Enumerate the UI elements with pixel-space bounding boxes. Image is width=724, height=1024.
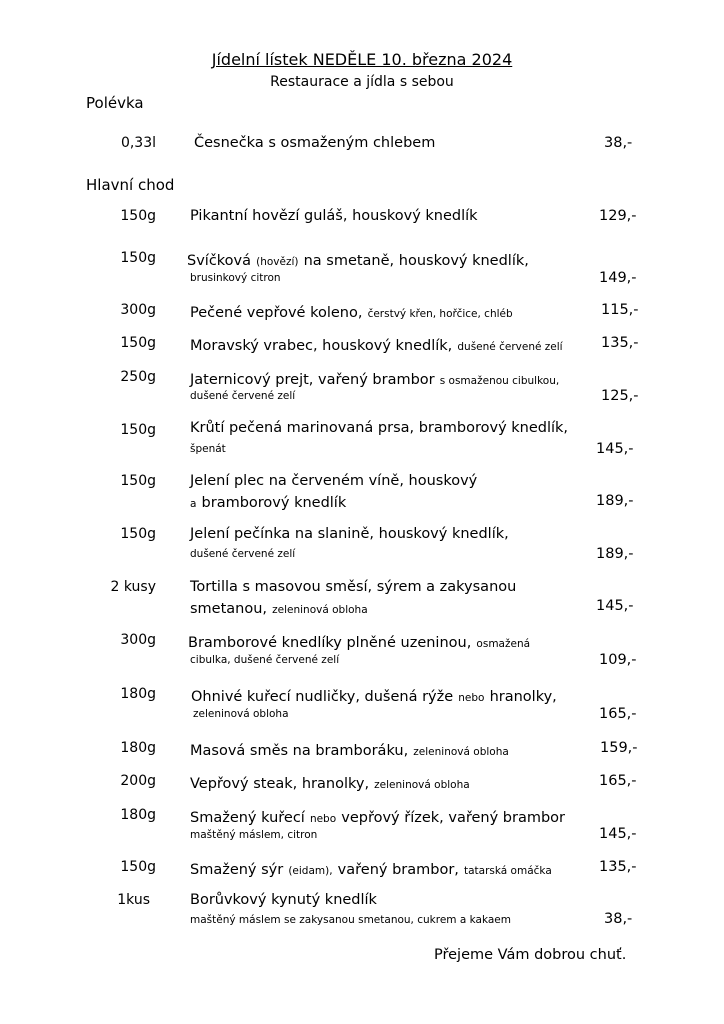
item-name bbox=[190, 740, 509, 759]
item-price: 145,- bbox=[599, 826, 637, 842]
item-name: Pikantní hovězí guláš, houskový knedlík bbox=[190, 208, 478, 224]
soup-section-heading: Polévka bbox=[86, 94, 144, 112]
item-qty: 150g bbox=[120, 335, 156, 351]
item-name bbox=[190, 302, 513, 321]
item-qty: 150g bbox=[120, 859, 156, 875]
item-small-note: nebo bbox=[309, 813, 337, 825]
item-name-part: Ohnivé kuřecí nudličky, dušená rýže bbox=[191, 689, 454, 705]
item-qty: 150g bbox=[120, 208, 156, 224]
item-qty: 150g bbox=[120, 473, 156, 489]
item-name: Jelení plec na červeném víně, houskový bbox=[190, 473, 478, 489]
item-name-part: bramborový knedlík bbox=[201, 495, 347, 511]
item-name bbox=[190, 859, 552, 878]
item-name-line2 bbox=[190, 492, 346, 511]
item-price: 159,- bbox=[600, 740, 638, 756]
item-detail: maštěný máslem se zakysanou smetanou, cukrem a kakaem bbox=[190, 914, 511, 926]
item-detail: zeleninová obloha bbox=[374, 779, 470, 791]
item-qty: 150g bbox=[120, 422, 156, 438]
item-qty: 150g bbox=[120, 250, 156, 266]
item-detail: osmažená bbox=[476, 638, 531, 650]
item-price: 38,- bbox=[604, 911, 633, 927]
item-name bbox=[191, 686, 557, 705]
item-price: 165,- bbox=[599, 706, 637, 722]
item-qty: 180g bbox=[120, 740, 156, 756]
item-price: 38,- bbox=[604, 135, 633, 151]
item-name bbox=[188, 632, 530, 651]
item-name-part: Bramborové knedlíky plněné uzeninou, bbox=[188, 635, 472, 651]
item-price: 135,- bbox=[601, 335, 639, 351]
item-price: 145,- bbox=[596, 598, 634, 614]
item-name: Borůvkový kynutý knedlík bbox=[190, 892, 377, 908]
item-name-part: Smažený sýr bbox=[190, 862, 284, 878]
main-section-heading: Hlavní chod bbox=[86, 176, 175, 194]
item-detail: cibulka, dušené červené zelí bbox=[190, 654, 340, 666]
item-price: 145,- bbox=[596, 441, 634, 457]
item-qty: 300g bbox=[120, 632, 156, 648]
item-qty: 300g bbox=[120, 302, 156, 318]
item-name-part: hranolky, bbox=[489, 689, 557, 705]
item-detail: s osmaženou cibulkou, bbox=[439, 375, 560, 387]
item-name-part: vepřový řízek, vařený brambor bbox=[341, 810, 566, 826]
item-name-part: Moravský vrabec, houskový knedlík, bbox=[190, 338, 453, 354]
menu-subtitle: Restaurace a jídla s sebou bbox=[270, 74, 454, 90]
item-price: 135,- bbox=[599, 859, 637, 875]
item-name-part: Masová směs na bramboráku, bbox=[190, 743, 409, 759]
item-name bbox=[187, 250, 529, 269]
item-detail: dušené červené zelí bbox=[190, 548, 296, 560]
item-price: 125,- bbox=[601, 388, 639, 404]
item-detail: zeleninová obloha bbox=[413, 746, 509, 758]
item-name: Česnečka s osmaženým chlebem bbox=[194, 135, 436, 151]
item-name-part: smetanou, bbox=[190, 601, 268, 617]
item-name-part: Smažený kuřecí bbox=[190, 810, 305, 826]
item-small-note: (eidam), bbox=[288, 865, 333, 877]
item-detail: tatarská omáčka bbox=[464, 865, 552, 877]
item-name-part: Jaternicový prejt, vařený brambor bbox=[190, 372, 435, 388]
item-name-line2 bbox=[190, 598, 368, 617]
item-name bbox=[190, 773, 470, 792]
item-name-part: Svíčková bbox=[187, 253, 252, 269]
item-qty: 1kus bbox=[117, 892, 150, 908]
item-price: 149,- bbox=[599, 270, 637, 286]
item-name bbox=[190, 807, 565, 826]
item-price: 189,- bbox=[596, 493, 634, 509]
item-qty: 150g bbox=[120, 526, 156, 542]
item-name-part: na smetaně, houskový knedlík, bbox=[303, 253, 529, 269]
item-name: Jelení pečínka na slanině, houskový knedlík, bbox=[190, 526, 509, 542]
footer-greeting: Přejeme Vám dobrou chuť. bbox=[434, 947, 627, 963]
item-detail: zeleninová obloha bbox=[193, 708, 289, 720]
item-name: Tortilla s masovou směsí, sýrem a zakysanou bbox=[190, 579, 517, 595]
item-qty: 180g bbox=[120, 686, 156, 702]
item-small-note: nebo bbox=[458, 692, 485, 704]
item-detail: špenát bbox=[190, 443, 226, 455]
item-detail: brusinkový citron bbox=[190, 272, 281, 284]
item-qty: 180g bbox=[120, 807, 156, 823]
item-detail: maštěný máslem, citron bbox=[190, 829, 318, 841]
item-qty: 2 kusy bbox=[110, 579, 156, 595]
item-qty: 0,33l bbox=[120, 135, 156, 151]
item-small-note: a bbox=[190, 498, 197, 510]
item-detail: čerstvý křen, hořčice, chléb bbox=[367, 308, 513, 320]
item-price: 109,- bbox=[599, 652, 637, 668]
item-price: 165,- bbox=[599, 773, 637, 789]
item-price: 189,- bbox=[596, 546, 634, 562]
item-qty: 250g bbox=[120, 369, 156, 385]
item-name-part: Pečené vepřové koleno, bbox=[190, 305, 363, 321]
item-name bbox=[190, 369, 559, 388]
item-name-part: Vepřový steak, hranolky, bbox=[190, 776, 370, 792]
item-price: 115,- bbox=[601, 302, 639, 318]
item-qty: 200g bbox=[120, 773, 156, 789]
item-name: Krůtí pečená marinovaná prsa, bramborový knedlík, bbox=[190, 420, 569, 436]
item-detail: dušené červené zelí bbox=[457, 341, 563, 353]
item-name bbox=[190, 335, 563, 354]
menu-title: Jídelní lístek NEDĚLE 10. března 2024 bbox=[211, 50, 513, 69]
item-name-part: vařený brambor, bbox=[337, 862, 459, 878]
item-price: 129,- bbox=[599, 208, 637, 224]
item-detail: zeleninová obloha bbox=[272, 604, 368, 616]
item-small-note: (hovězí) bbox=[256, 256, 299, 268]
item-detail: dušené červené zelí bbox=[190, 390, 296, 402]
